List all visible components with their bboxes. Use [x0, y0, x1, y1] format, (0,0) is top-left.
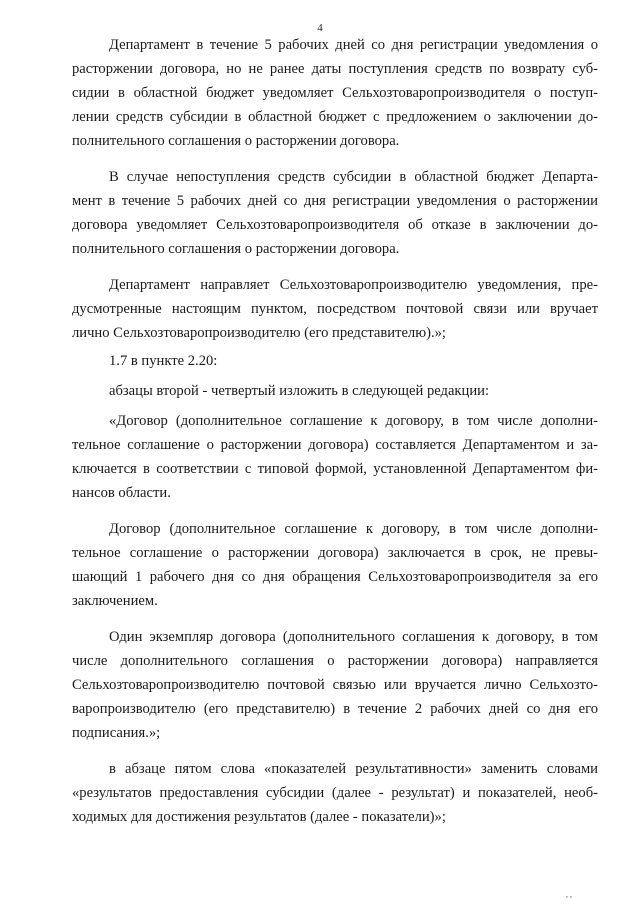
paragraph-9-line-3: ходимых для достижения результатов (далее - показатели)»;	[72, 809, 446, 825]
paragraph-5-line-1: абзацы второй - четвертый изложить в следующей редакции:	[109, 383, 490, 399]
paragraph-1-line-2: расторжении договора, но не ранее даты поступления средств по возврату суб-	[72, 61, 598, 77]
paragraph-3-line-3: лично Сельхозтоваропроизводителю (его представителю).»;	[72, 325, 446, 341]
page-number: 4	[317, 22, 323, 34]
paragraph-1-line-1: Департамент в течение 5 рабочих дней со дня регистрации уведомления о	[109, 37, 598, 53]
paragraph-7-line-3: шающий 1 рабочего дня со дня обращения Сельхозтоваропроизводителя за его	[72, 569, 598, 585]
paragraph-7-line-2: тельное соглашение о расторжении договора) заключается в срок, не превы-	[72, 545, 598, 561]
paragraph-8-line-2: числе дополнительного соглашения о расторжении договора) направляется	[72, 653, 598, 669]
paragraph-7-line-1: Договор (дополнительное соглашение к договору, в том числе дополни-	[109, 521, 598, 537]
paragraph-8-line-3: Сельхозтоваропроизводителю почтовой связью или вручается лично Сельхозто-	[72, 677, 598, 693]
paragraph-1-line-5: полнительного соглашения о расторжении договора.	[72, 133, 400, 149]
scan-mark: , ,	[566, 890, 572, 899]
paragraph-9-line-1: в абзаце пятом слова «показателей результативности» заменить словами	[109, 761, 598, 777]
paragraph-7-line-4: заключением.	[72, 593, 158, 609]
paragraph-6-line-3: ключается в соответствии с типовой формой, установленной Департаментом фи-	[72, 461, 598, 477]
paragraph-2-line-4: полнительного соглашения о расторжении договора.	[72, 241, 400, 257]
paragraph-2-line-2: мент в течение 5 рабочих дней со дня регистрации уведомления о расторжении	[72, 193, 598, 209]
paragraph-2-line-3: договора уведомляет Сельхозтоваропроизводителя об отказе в заключении до-	[72, 217, 598, 233]
paragraph-9-line-2: «результатов предоставления субсидии (далее - результат) и показателей, необ-	[72, 785, 598, 801]
paragraph-6-line-1: «Договор (дополнительное соглашение к договору, в том числе дополни-	[109, 413, 598, 429]
paragraph-1-line-3: сидии в областной бюджет уведомляет Сельхозтоваропроизводителя о поступ-	[72, 85, 598, 101]
paragraph-8-line-5: подписания.»;	[72, 725, 161, 741]
paragraph-4-line-1: 1.7 в пункте 2.20:	[109, 353, 218, 369]
paragraph-3-line-2: дусмотренные настоящим пунктом, посредством почтовой связи или вручает	[72, 301, 598, 317]
paragraph-6-line-4: нансов области.	[72, 485, 171, 501]
paragraph-6-line-2: тельное соглашение о расторжении договора) составляется Департаментом и за-	[72, 437, 598, 453]
paragraph-1-line-4: лении средств субсидии в областной бюджет с предложением о заключении до-	[72, 109, 598, 125]
paragraph-8-line-4: варопроизводителю (его представителю) в течение 2 рабочих дней со дня его	[72, 701, 598, 717]
paragraph-8-line-1: Один экземпляр договора (дополнительного соглашения к договору, в том	[109, 629, 598, 645]
paragraph-2-line-1: В случае непоступления средств субсидии в областной бюджет Департа-	[109, 169, 598, 185]
paragraph-3-line-1: Департамент направляет Сельхозтоваропроизводителю уведомления, пре-	[109, 277, 598, 293]
